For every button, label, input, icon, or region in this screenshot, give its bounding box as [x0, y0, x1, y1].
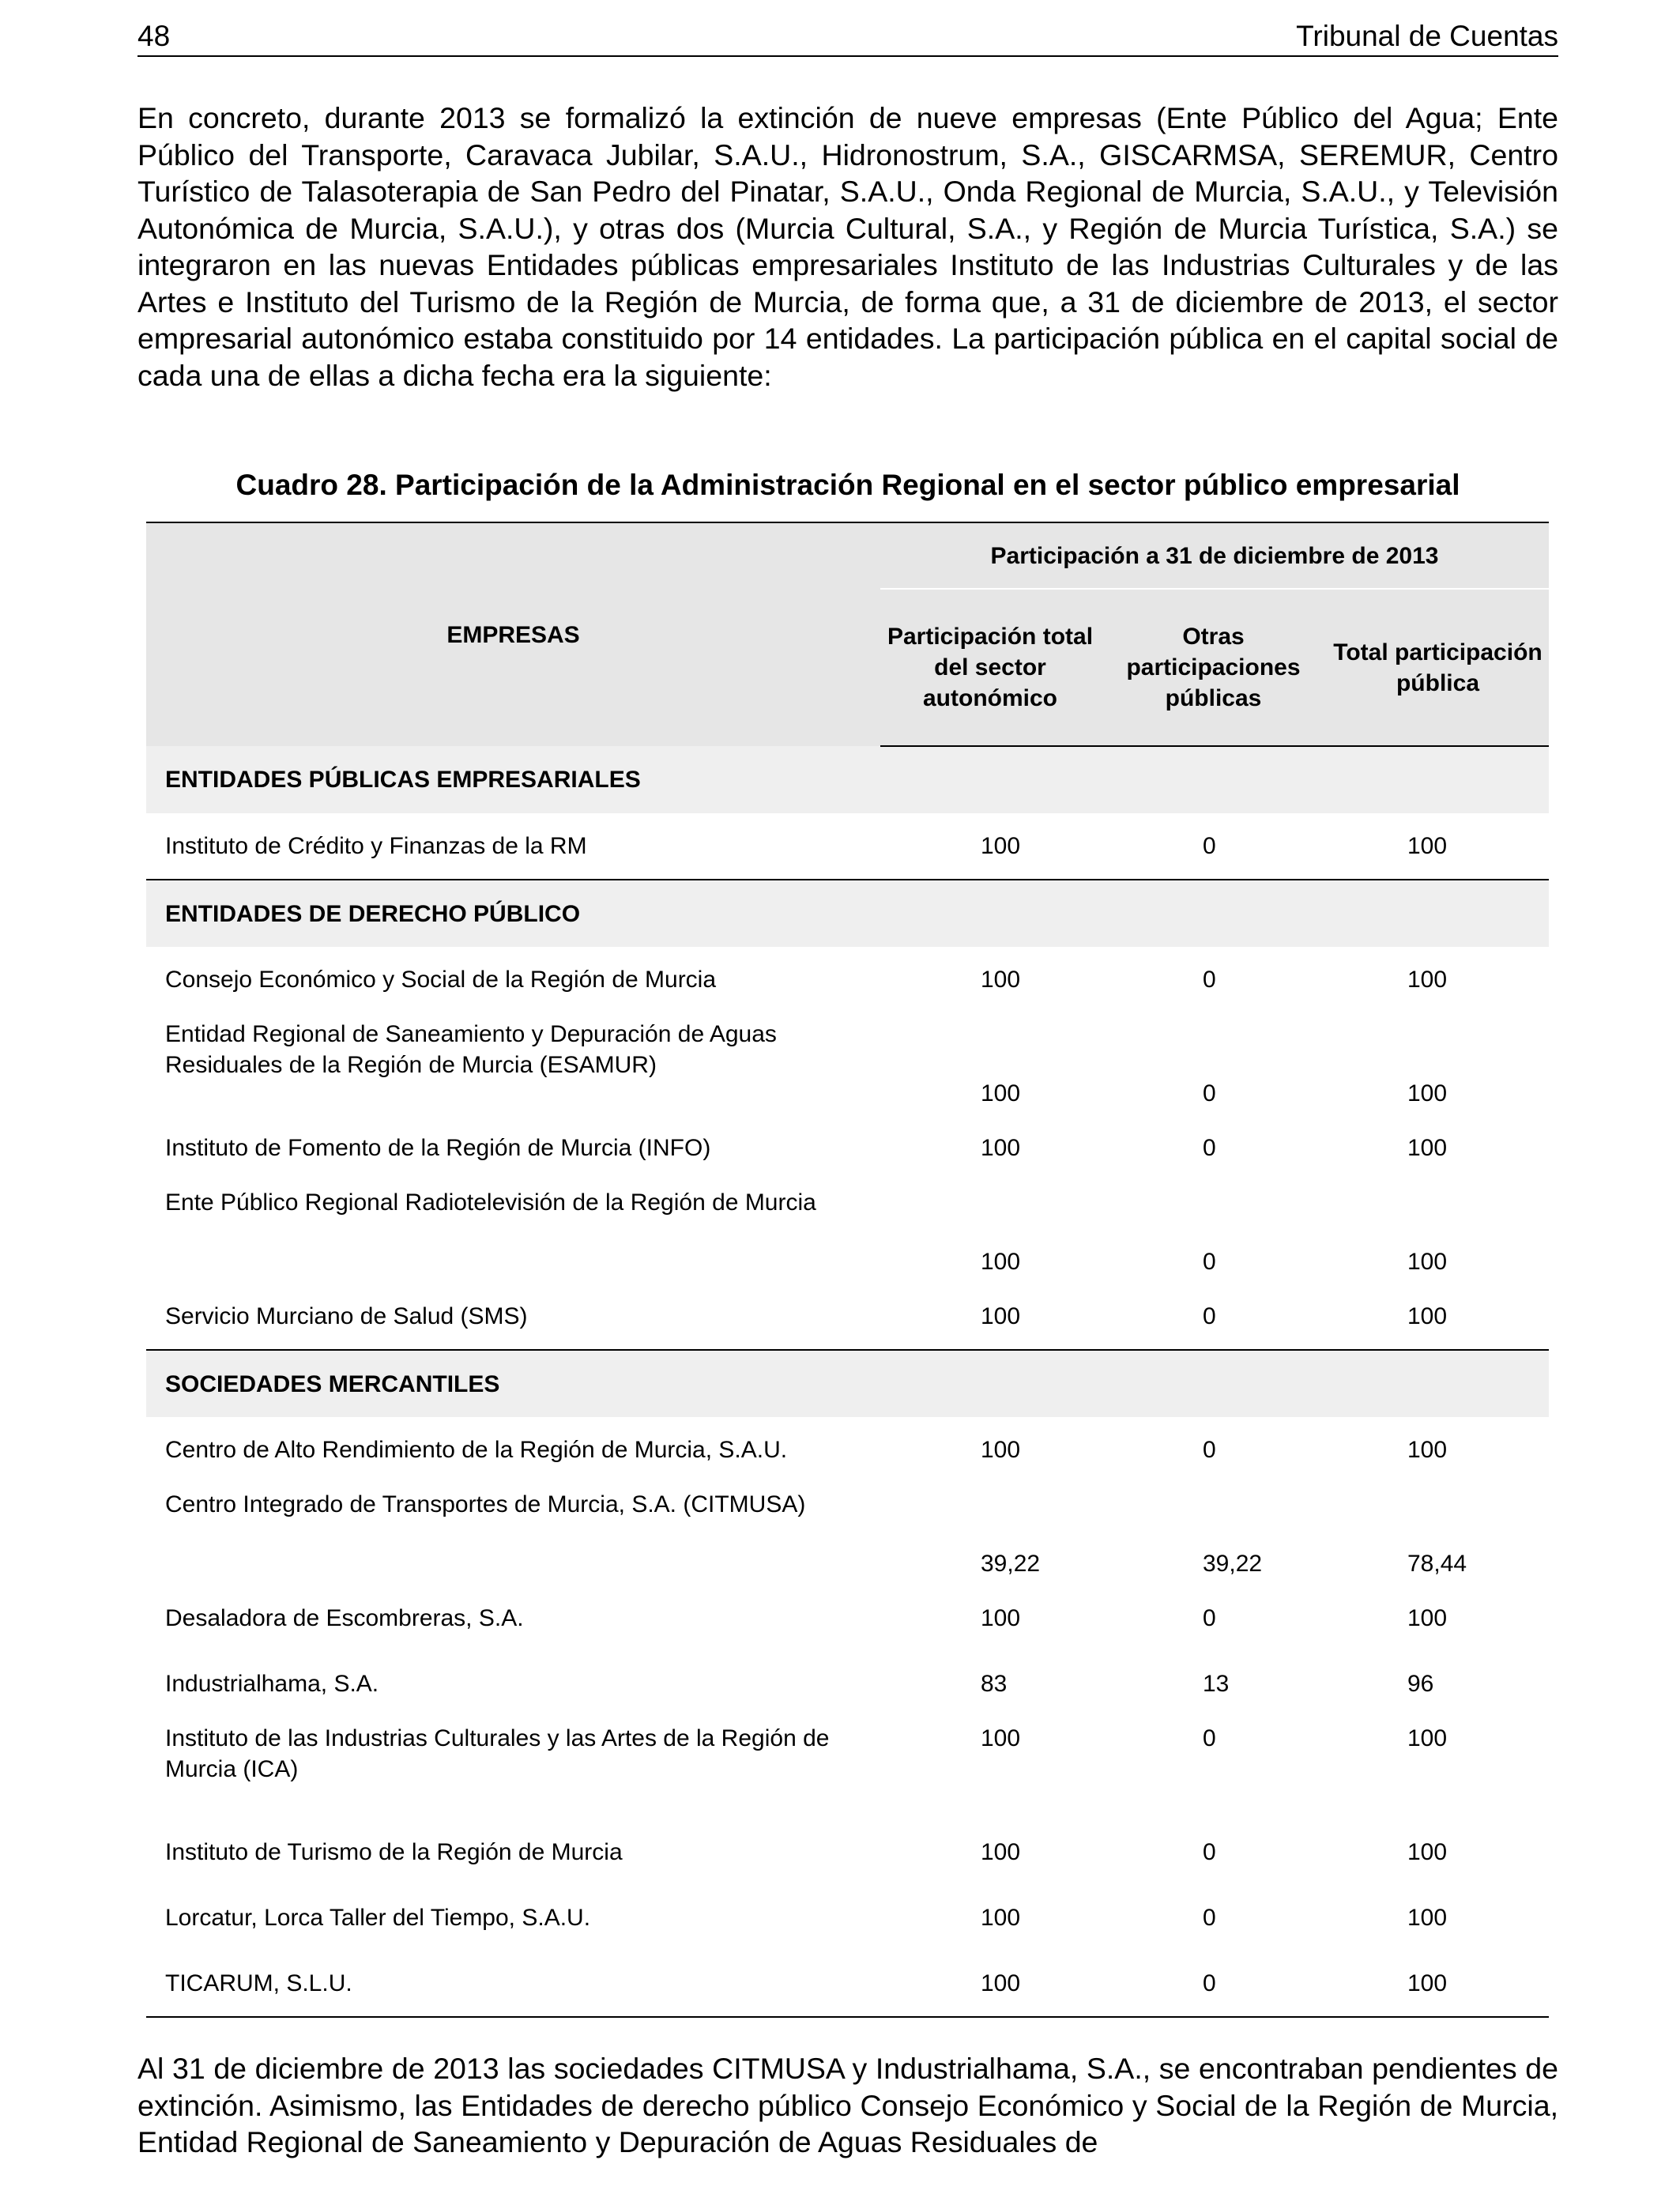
table-row [146, 813, 1549, 880]
value-otras-participaciones: 0 [1203, 1135, 1216, 1161]
column-header-sector-autonomico: Participación total del sector autonómico [880, 589, 1100, 746]
table-row [146, 1585, 1549, 1651]
value-total-participacion: 100 [1407, 1249, 1448, 1275]
company-name: Ente Público Regional Radiotelevisión de la Región de Murcia [165, 1189, 816, 1216]
value-otras-participaciones: 0 [1203, 833, 1216, 859]
table-row [146, 1115, 1549, 1181]
column-group-header: Participación a 31 de diciembre de 2013 [880, 522, 1549, 589]
value-total-participacion: 100 [1407, 1605, 1448, 1631]
value-otras-participaciones: 13 [1203, 1671, 1230, 1697]
company-name: TICARUM, S.L.U. [146, 1951, 880, 2017]
table-row [146, 1717, 1549, 1819]
value-sector-autonomico: 100 [981, 1437, 1021, 1463]
section-row [146, 1350, 1549, 1417]
value-sector-autonomico: 100 [981, 833, 1021, 859]
table-row [146, 1483, 1549, 1585]
value-otras-participaciones: 0 [1203, 1080, 1216, 1106]
value-sector-autonomico: 83 [981, 1671, 1008, 1697]
value-sector-autonomico: 100 [981, 967, 1021, 993]
section-title: SOCIEDADES MERCANTILES [146, 1350, 880, 1417]
company-name: Consejo Económico y Social de la Región de Murcia [165, 967, 717, 993]
company-name: Industrialhama, S.A. [165, 1671, 379, 1697]
value-total-participacion: 100 [1407, 1725, 1448, 1751]
table-row [146, 1951, 1549, 2017]
table-row [146, 1819, 1549, 1885]
company-name: Instituto de las Industrias Culturales y las Artes de la Región de Murcia (ICA) [165, 1725, 830, 1782]
value-sector-autonomico: 100 [981, 1605, 1021, 1631]
company-name: Desaladora de Escombreras, S.A. [165, 1605, 524, 1631]
value-otras-participaciones: 0 [1100, 1951, 1327, 2017]
page-header [137, 17, 1558, 57]
company-name: Centro Integrado de Transportes de Murcia, S.A. (CITMUSA) [165, 1491, 806, 1517]
column-header-empresas: EMPRESAS [146, 522, 880, 746]
value-total-participacion: 100 [1407, 1839, 1448, 1865]
value-otras-participaciones: 0 [1203, 967, 1216, 993]
section-title: ENTIDADES DE DERECHO PÚBLICO [146, 880, 880, 947]
value-sector-autonomico: 100 [981, 1839, 1021, 1865]
value-sector-autonomico: 100 [981, 1080, 1021, 1106]
value-total-participacion: 78,44 [1407, 1551, 1467, 1577]
value-sector-autonomico: 100 [981, 1135, 1021, 1161]
page-number: 48 [137, 20, 171, 52]
company-name: Lorcatur, Lorca Taller del Tiempo, S.A.U. [165, 1905, 591, 1931]
section-row [146, 746, 1549, 813]
value-otras-participaciones: 39,22 [1203, 1551, 1263, 1577]
value-sector-autonomico: 100 [981, 1249, 1021, 1275]
value-total-participacion: 100 [1407, 1905, 1448, 1931]
value-otras-participaciones: 0 [1203, 1437, 1216, 1463]
participation-table [146, 522, 1549, 2018]
value-otras-participaciones: 0 [1203, 1839, 1216, 1865]
value-otras-participaciones: 0 [1203, 1303, 1216, 1329]
company-name: Centro de Alto Rendimiento de la Región de Murcia, S.A.U. [165, 1437, 788, 1463]
value-total-participacion: 100 [1327, 1951, 1549, 2017]
closing-paragraph: Al 31 de diciembre de 2013 las sociedades CITMUSA y Industrialhama, S.A., se encontraban pendientes de extinción. Asimismo, las Entidades de derecho público Consejo Económico y Social de la Región de Murcia, Entidad Regional de Saneamiento y Depuración de Aguas Residuales de [137, 2052, 1558, 2158]
value-total-participacion: 100 [1407, 833, 1448, 859]
table-row [146, 1012, 1549, 1115]
table-row [146, 947, 1549, 1012]
value-otras-participaciones: 0 [1203, 1605, 1216, 1631]
column-header-otras-participaciones: Otras participaciones públicas [1100, 589, 1327, 746]
table-row [146, 1181, 1549, 1284]
column-header-total-participacion: Total participación pública [1327, 589, 1549, 746]
value-total-participacion: 96 [1407, 1671, 1434, 1697]
value-sector-autonomico: 100 [981, 1303, 1021, 1329]
company-name: Instituto de Turismo de la Región de Murcia [165, 1839, 623, 1865]
section-row [146, 880, 1549, 947]
company-name: Entidad Regional de Saneamiento y Depuración de Aguas Residuales de la Región de Murcia (ESAMUR) [165, 1021, 777, 1078]
company-name: Instituto de Crédito y Finanzas de la RM [165, 833, 587, 859]
value-total-participacion: 100 [1407, 1437, 1448, 1463]
value-total-participacion: 100 [1407, 1080, 1448, 1106]
header-title: Tribunal de Cuentas [1296, 20, 1558, 52]
value-total-participacion: 100 [1407, 1303, 1448, 1329]
value-sector-autonomico: 100 [981, 1725, 1021, 1751]
value-otras-participaciones: 0 [1203, 1249, 1216, 1275]
value-total-participacion: 100 [1407, 967, 1448, 993]
table-row [146, 1284, 1549, 1350]
table-row [146, 1651, 1549, 1717]
value-sector-autonomico: 100 [981, 1905, 1021, 1931]
value-otras-participaciones: 0 [1203, 1905, 1216, 1931]
section-title: ENTIDADES PÚBLICAS EMPRESARIALES [146, 746, 880, 813]
value-sector-autonomico: 100 [880, 1951, 1100, 2017]
table-caption: Cuadro 28. Participación de la Administración Regional en el sector público empresarial [235, 469, 1460, 501]
company-name: Servicio Murciano de Salud (SMS) [165, 1303, 528, 1329]
company-name: Instituto de Fomento de la Región de Murcia (INFO) [165, 1135, 711, 1161]
value-otras-participaciones: 0 [1203, 1725, 1216, 1751]
value-total-participacion: 100 [1407, 1135, 1448, 1161]
value-sector-autonomico: 39,22 [981, 1551, 1041, 1577]
intro-paragraph: En concreto, durante 2013 se formalizó la extinción de nueve empresas (Ente Público del Agua; Ente Público del Transporte, Caravaca Jubilar, S.A.U., Hidronostrum, S.A., GISCARMSA, SEREMUR, Centro Turístico de Talasoterapia de San Pedro del Pinatar, S.A.U., Onda Regional de Murcia, S.A.U., y Televisión Autonómica de Murcia, S.A.U.), y otras dos (Murcia Cultural, S.A., y Región de Murcia Turística, S.A.) se integraron en las nuevas Entidades públicas empresariales Instituto de las Industrias Culturales y de las Artes e Instituto del Turismo de la Región de Murcia, de forma que, a 31 de diciembre de 2013, el sector empresarial autonómico estaba constituido por 14 entidades. La participación pública en el capital social de cada una de ellas a dicha fecha era la siguiente: [137, 101, 1558, 392]
table-row [146, 1417, 1549, 1483]
table-row [146, 1885, 1549, 1951]
